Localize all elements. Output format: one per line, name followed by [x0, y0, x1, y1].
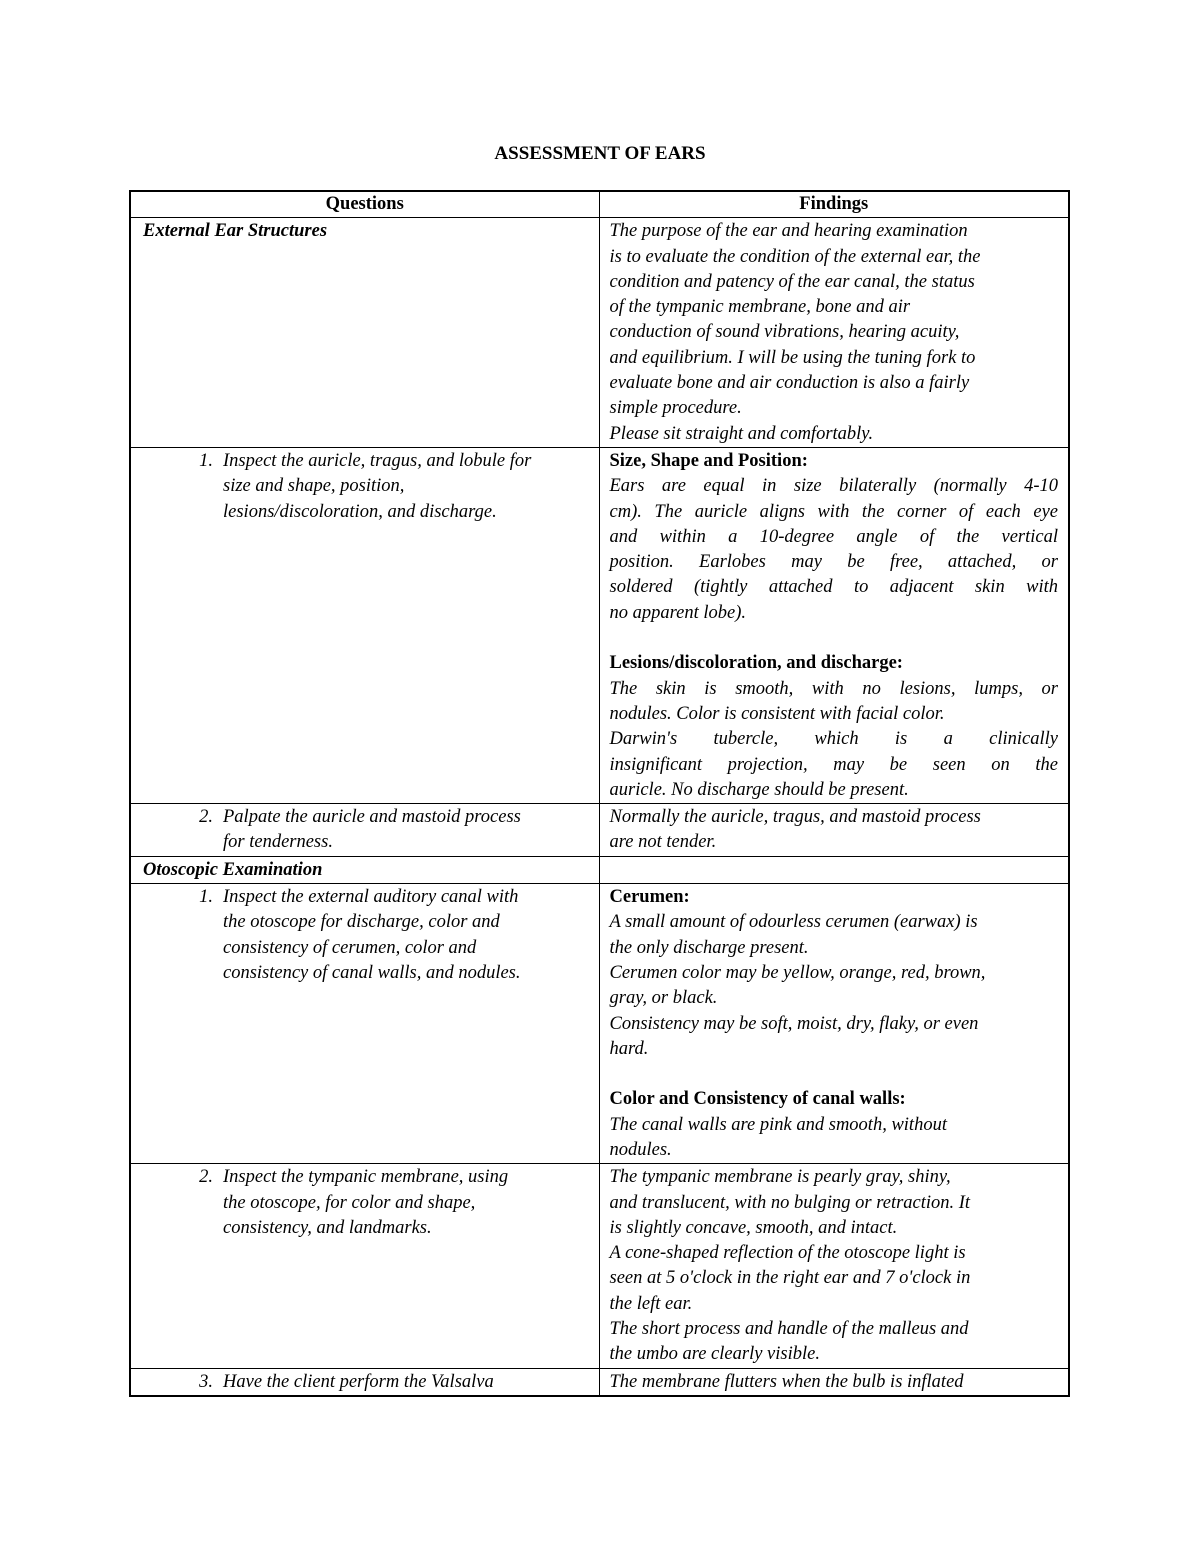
findings-line: auricle. No discharge should be present. [609, 779, 909, 800]
table-row [130, 1164, 1069, 1368]
blank-line [610, 1062, 1059, 1087]
findings-paragraph [610, 778, 1059, 803]
findings-line: gray, or black. [609, 988, 718, 1009]
findings-line: Size, Shape and Position: [609, 450, 808, 471]
findings-heading [610, 651, 1059, 676]
question-text [223, 1370, 494, 1395]
question-cell [130, 856, 599, 883]
findings-line: is to evaluate the condition of the external ear, the [609, 246, 981, 267]
findings-line: nodules. [609, 1139, 672, 1160]
findings-cell [599, 218, 1069, 448]
findings-line: The tympanic membrane is pearly gray, shiny, [609, 1167, 951, 1188]
question-number: 1. [199, 887, 213, 908]
question-number: 3. [199, 1371, 213, 1392]
question-line: Inspect the tympanic membrane, using [223, 1167, 509, 1188]
question-text [223, 885, 521, 986]
question-line: the otoscope, for color and shape, [223, 1192, 476, 1213]
question-line: size and shape, position, [223, 476, 405, 497]
findings-line: nodules. Color is consistent with facial color. [609, 703, 945, 724]
findings-line: seen at 5 o'clock in the right ear and 7 o'clock in [609, 1268, 971, 1289]
findings-line: hard. [609, 1038, 649, 1059]
findings-line: and within a 10-degree angle of the vertical [609, 526, 1058, 547]
question-item [141, 805, 589, 856]
findings-heading [610, 1087, 1059, 1112]
findings-line: conduction of sound vibrations, hearing acuity, [609, 322, 960, 343]
blank-line [610, 626, 1059, 651]
findings-line: is slightly concave, smooth, and intact. [609, 1217, 898, 1238]
assessment-table [129, 190, 1070, 1397]
question-line: Inspect the auricle, tragus, and lobule for [223, 450, 532, 471]
question-item [141, 885, 589, 986]
question-number: 2. [199, 1167, 213, 1188]
findings-line: Normally the auricle, tragus, and mastoid process [609, 807, 981, 828]
findings-line: and equilibrium. I will be using the tuning fork to [609, 347, 976, 368]
findings-paragraph [610, 727, 1059, 778]
findings-line: of the tympanic membrane, bone and air [609, 297, 911, 318]
question-cell [130, 804, 599, 857]
findings-line: no apparent lobe). [609, 602, 747, 623]
findings-paragraph [610, 219, 1059, 447]
question-item [141, 449, 589, 525]
findings-line: The membrane flutters when the bulb is inflated [609, 1371, 964, 1392]
question-cell [130, 884, 599, 1164]
findings-cell [599, 1164, 1069, 1368]
question-line: lesions/discoloration, and discharge. [223, 501, 497, 522]
findings-line: the only discharge present. [609, 937, 809, 958]
findings-line: The purpose of the ear and hearing examination [609, 221, 968, 242]
table-row [130, 447, 1069, 803]
question-line: consistency of canal walls, and nodules. [223, 962, 521, 983]
findings-paragraph [610, 702, 1059, 727]
question-line: consistency, and landmarks. [223, 1217, 432, 1238]
question-number: 1. [199, 450, 213, 471]
table-row [130, 1368, 1069, 1396]
question-line: Have the client perform the Valsalva [223, 1371, 494, 1392]
table-row [130, 804, 1069, 857]
findings-paragraph [610, 474, 1059, 626]
question-text [223, 1165, 508, 1241]
question-item [141, 1165, 589, 1241]
findings-line: simple procedure. [609, 398, 742, 419]
findings-line: soldered (tightly attached to adjacent skin with [609, 577, 1058, 598]
table-row [130, 218, 1069, 448]
findings-cell [599, 804, 1069, 857]
table-row [130, 856, 1069, 883]
findings-cell [599, 447, 1069, 803]
findings-line: Darwin's tubercle, which is a clinically [609, 729, 1058, 750]
question-line: Palpate the auricle and mastoid process [223, 807, 521, 828]
table-header-row [130, 191, 1069, 218]
question-item [141, 1370, 589, 1395]
findings-line: A cone-shaped reflection of the otoscope light is [609, 1243, 966, 1264]
findings-cell [599, 856, 1069, 883]
question-line: the otoscope for discharge, color and [223, 912, 500, 933]
findings-paragraph [610, 805, 1059, 856]
section-heading: Otoscopic Examination [143, 859, 323, 880]
findings-line: Cerumen color may be yellow, orange, red, brown, [609, 962, 986, 983]
findings-header: Findings [599, 191, 1069, 218]
question-cell [130, 218, 599, 448]
findings-line: A small amount of odourless cerumen (earwax) is [609, 912, 978, 933]
question-number: 2. [199, 807, 213, 828]
findings-line: Cerumen: [609, 887, 690, 908]
findings-line: The canal walls are pink and smooth, without [609, 1114, 947, 1135]
findings-line: insignificant projection, may be seen on the [609, 754, 1058, 775]
findings-line: the left ear. [609, 1293, 693, 1314]
findings-paragraph [610, 1370, 1059, 1395]
findings-line: evaluate bone and air conduction is also a fairly [609, 373, 970, 394]
findings-line: cm). The auricle aligns with the corner of each eye [609, 501, 1058, 522]
findings-paragraph [610, 910, 1059, 1062]
findings-line: and translucent, with no bulging or retraction. It [609, 1192, 971, 1213]
question-text [223, 449, 531, 525]
findings-line: The short process and handle of the malleus and [609, 1319, 969, 1340]
question-cell [130, 1164, 599, 1368]
findings-line: The skin is smooth, with no lesions, lumps, or [609, 678, 1058, 699]
findings-heading [610, 449, 1059, 474]
question-cell [130, 447, 599, 803]
question-line: Inspect the external auditory canal with [223, 887, 519, 908]
findings-line: the umbo are clearly visible. [609, 1344, 820, 1365]
question-line: for tenderness. [223, 832, 333, 853]
findings-line: position. Earlobes may be free, attached, or [609, 552, 1058, 573]
document-title: ASSESSMENT OF EARS [494, 143, 706, 164]
findings-cell [599, 1368, 1069, 1396]
question-line: consistency of cerumen, color and [223, 937, 477, 958]
table-row [130, 884, 1069, 1164]
findings-paragraph [610, 1113, 1059, 1164]
findings-line: Please sit straight and comfortably. [609, 423, 874, 444]
question-cell [130, 1368, 599, 1396]
findings-line: Consistency may be soft, moist, dry, flaky, or even [609, 1013, 979, 1034]
findings-paragraph [610, 1165, 1059, 1367]
questions-header: Questions [130, 191, 599, 218]
findings-cell [599, 884, 1069, 1164]
findings-heading [610, 885, 1059, 910]
findings-line: Ears are equal in size bilaterally (normally 4-10 [609, 476, 1058, 497]
question-text [223, 805, 521, 856]
findings-line: Lesions/discoloration, and discharge: [609, 653, 903, 674]
section-heading: External Ear Structures [143, 221, 328, 242]
findings-line: Color and Consistency of canal walls: [609, 1089, 906, 1110]
findings-line: are not tender. [609, 832, 717, 853]
findings-paragraph [610, 677, 1059, 702]
findings-line: condition and patency of the ear canal, the status [609, 271, 975, 292]
